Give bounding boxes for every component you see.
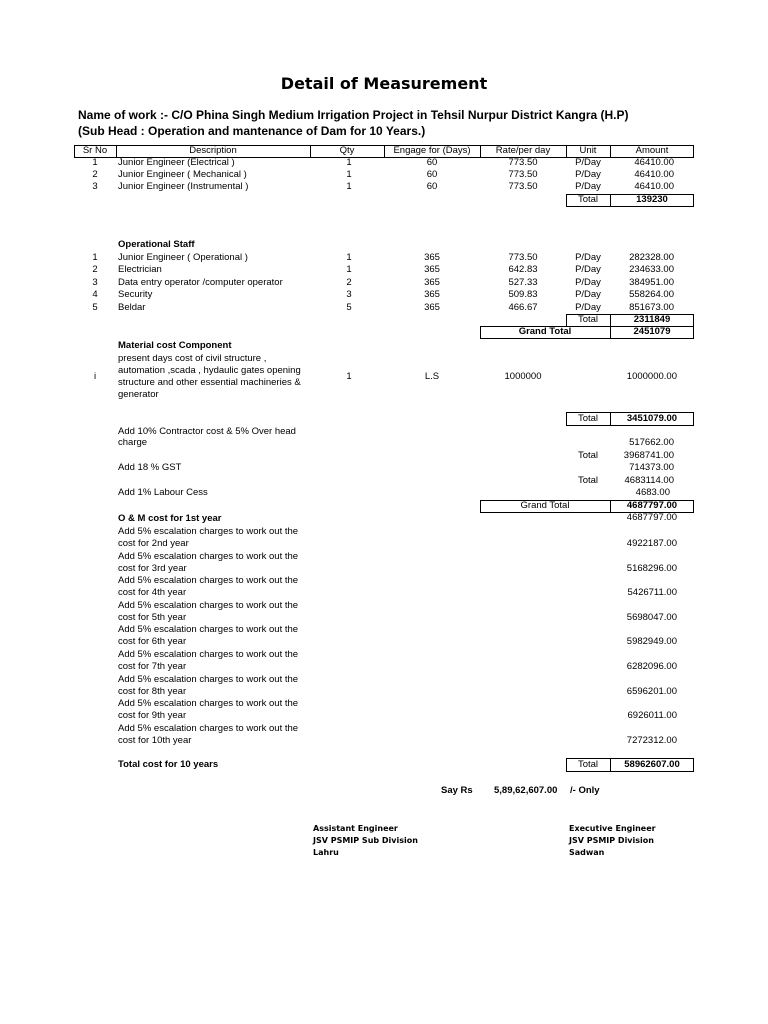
total-5-label: Total: [577, 475, 599, 486]
amount: 384951.00: [629, 277, 674, 288]
total-5-value: 4683114.00: [624, 475, 674, 486]
amount: 46410.00: [634, 157, 674, 168]
amount: 234633.00: [629, 264, 674, 275]
description: Electrician: [118, 264, 162, 275]
grand-total-2-value: 4687797.00: [626, 500, 678, 511]
section2-total-value: 2311849: [633, 314, 671, 325]
grand-total-2-label: Grand Total: [520, 500, 570, 511]
header-rate: Rate/per day: [495, 145, 551, 156]
header-description: Description: [189, 145, 237, 156]
name-of-work: Name of work :- C/O Phina Singh Medium Irrigation Project in Tehsil Nurpur District Kangra (H.P): [78, 108, 629, 122]
final-total-value: 58962607.00: [624, 759, 680, 770]
escalation-value: 6282096.00: [626, 661, 677, 672]
escalation-value: 6926011.00: [627, 710, 677, 722]
qty: 5: [346, 302, 352, 313]
amount: 282328.00: [629, 252, 674, 263]
days: 365: [424, 277, 440, 288]
header-sr-no: Sr No: [82, 145, 108, 156]
description: Junior Engineer (Electrical ): [118, 157, 235, 168]
total-3-value: 3451079.00: [626, 413, 678, 424]
escalation-line: Add 5% escalation charges to work out the: [118, 599, 299, 611]
unit: P/Day: [575, 302, 601, 313]
qty: 3: [346, 289, 352, 300]
signature-right-office: JSV PSMIP Division: [569, 836, 654, 845]
sr-no: 3: [92, 181, 98, 192]
amount: 851673.00: [629, 302, 674, 313]
section1-total-label: Total: [577, 194, 599, 205]
escalation-line: cost for 5th year: [118, 611, 187, 623]
description: Data entry operator /computer operator: [118, 277, 283, 288]
sr-no: 2: [92, 169, 98, 180]
escalation-line: Add 5% escalation charges to work out the: [118, 673, 299, 685]
rate: 466.67: [508, 302, 538, 313]
material-qty: 1: [346, 371, 352, 382]
say-suffix: /- Only: [570, 785, 600, 796]
sub-head: (Sub Head : Operation and mantenance of Dam for 10 Years.): [78, 124, 426, 138]
escalation-line: cost for 8th year: [118, 685, 187, 697]
total-3-label: Total: [577, 413, 599, 424]
description: Beldar: [118, 302, 146, 313]
escalation-line: Add 5% escalation charges to work out the: [118, 649, 299, 660]
signature-right-place: Sadwan: [569, 848, 605, 857]
escalation-line: cost for 6th year: [118, 636, 187, 648]
gst-label: Add 18 % GST: [118, 462, 182, 473]
sr-no: 1: [92, 252, 98, 263]
grand-total-1-label: Grand Total: [518, 326, 572, 337]
sr-no: 2: [92, 264, 98, 275]
rate: 642.83: [508, 264, 538, 275]
escalation-value: 4922187.00: [626, 538, 677, 549]
total-4-value: 3968741.00: [623, 450, 674, 461]
sr-no: 5: [92, 302, 98, 313]
header-unit: Unit: [579, 145, 597, 156]
description: Junior Engineer ( Operational ): [118, 252, 248, 263]
contractor-value: 517662.00: [629, 437, 674, 448]
material-days: L.S: [424, 371, 440, 382]
escalation-line: cost for 3rd year: [118, 562, 187, 574]
rate: 773.50: [508, 181, 538, 192]
rate: 773.50: [508, 157, 538, 168]
amount: 46410.00: [634, 181, 674, 192]
escalation-value: 5426711.00: [627, 587, 677, 599]
header-amount: Amount: [635, 145, 669, 156]
page-title: Detail of Measurement: [280, 74, 488, 93]
signature-left-place: Lahru: [313, 848, 339, 857]
unit: P/Day: [575, 157, 601, 168]
unit: P/Day: [575, 264, 601, 275]
material-amount: 1000000.00: [626, 371, 677, 382]
escalation-line: Add 5% escalation charges to work out the: [118, 575, 299, 587]
rate: 527.33: [508, 277, 538, 288]
days: 365: [424, 252, 440, 263]
unit: P/Day: [575, 289, 601, 300]
total-cost-label: Total cost for 10 years: [118, 759, 219, 770]
escalation-line: Add 5% escalation charges to work out the: [118, 722, 299, 734]
final-total-label: Total: [577, 759, 599, 770]
material-sr: i: [93, 371, 97, 382]
operational-staff-heading: Operational Staff: [118, 239, 195, 250]
days: 365: [424, 289, 440, 300]
qty: 1: [346, 252, 352, 263]
signature-left-title: Assistant Engineer: [313, 824, 398, 833]
escalation-line: cost for 2nd year: [118, 538, 189, 549]
cess-value: 4683.00: [635, 487, 670, 498]
escalation-line: Add 5% escalation charges to work out the: [118, 550, 299, 562]
escalation-line: cost for 4th year: [118, 587, 187, 599]
escalation-value: 5168296.00: [626, 562, 677, 574]
escalation-line: Add 5% escalation charges to work out the: [118, 624, 299, 636]
description: Security: [118, 289, 153, 300]
rate: 773.50: [508, 252, 538, 263]
contractor-line: Add 10% Contractor cost & 5% Over head: [118, 426, 296, 437]
unit: P/Day: [575, 169, 601, 180]
sr-no: 4: [92, 289, 98, 300]
section2-total-label: Total: [577, 314, 599, 325]
header-qty: Qty: [339, 145, 355, 156]
material-desc-line: automation ,scada , hydaulic gates opening: [118, 365, 301, 376]
signature-right-title: Executive Engineer: [569, 824, 656, 833]
rate: 773.50: [508, 169, 538, 180]
days: 60: [426, 181, 438, 192]
qty: 1: [346, 157, 352, 168]
description: Junior Engineer ( Mechanical ): [118, 169, 247, 180]
om-first-value: 4687797.00: [626, 512, 677, 523]
days: 365: [424, 302, 440, 313]
escalation-line: Add 5% escalation charges to work out the: [118, 526, 299, 537]
qty: 1: [346, 264, 352, 275]
escalation-line: cost for 10th year: [118, 734, 192, 746]
material-desc-line: generator: [118, 389, 159, 400]
material-desc-line: present days cost of civil structure ,: [118, 353, 267, 364]
om-heading: O & M cost for 1st year: [118, 513, 222, 524]
signature-left-office: JSV PSMIP Sub Division: [313, 836, 418, 845]
unit: P/Day: [575, 181, 601, 192]
contractor-line: charge: [118, 437, 148, 448]
material-desc-line: structure and other essential machineries &: [118, 377, 301, 388]
days: 60: [426, 157, 438, 168]
sr-no: 1: [92, 157, 98, 168]
say-value: 5,89,62,607.00: [494, 785, 558, 796]
unit: P/Day: [575, 252, 601, 263]
total-4-label: Total: [577, 450, 599, 461]
escalation-line: cost for 9th year: [118, 710, 187, 722]
material-heading: Material cost Component: [118, 340, 232, 351]
amount: 46410.00: [634, 169, 674, 180]
sr-no: 3: [92, 277, 98, 288]
material-rate: 1000000: [504, 371, 542, 382]
gst-value: 714373.00: [629, 462, 674, 473]
rate: 509.83: [508, 289, 538, 300]
escalation-value: 5982949.00: [626, 636, 677, 648]
escalation-line: cost for 7th year: [118, 661, 187, 672]
days: 60: [426, 169, 438, 180]
say-label: Say Rs: [441, 785, 473, 796]
escalation-value: 6596201.00: [626, 685, 677, 697]
qty: 2: [346, 277, 352, 288]
days: 365: [424, 264, 440, 275]
section1-total-value: 139230: [636, 194, 668, 205]
escalation-value: 5698047.00: [626, 611, 677, 623]
grand-total-1-value: 2451079: [633, 326, 671, 337]
qty: 1: [346, 169, 352, 180]
description: Junior Engineer (Instrumental ): [118, 181, 249, 192]
amount: 558264.00: [629, 289, 674, 300]
escalation-line: Add 5% escalation charges to work out the: [118, 698, 299, 710]
qty: 1: [346, 181, 352, 192]
escalation-value: 7272312.00: [626, 734, 677, 746]
header-days: Engage for (Days): [393, 145, 471, 156]
cess-label: Add 1% Labour Cess: [118, 487, 208, 498]
unit: P/Day: [575, 277, 601, 288]
